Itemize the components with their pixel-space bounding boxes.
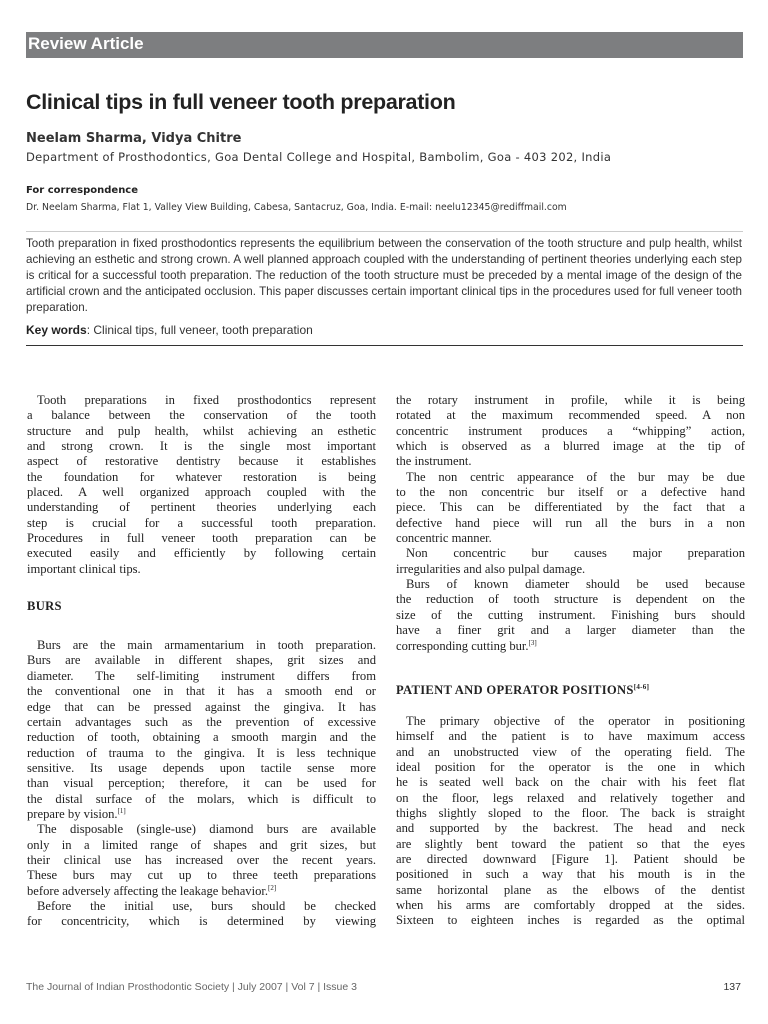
section-heading: [396, 682, 745, 698]
section-heading-text: PATIENT AND OPERATOR POSITIONS: [396, 682, 634, 697]
text-line: [396, 439, 745, 454]
line-text: step is crucial for a successful tooth preparation.: [27, 515, 376, 530]
text-line: [27, 485, 376, 500]
line-text: are directed downward [Figure 1]. Patient should be: [396, 851, 745, 866]
line-text: ideal position for the operator is the one in which: [396, 759, 745, 774]
text-line: [27, 899, 376, 914]
text-line: [396, 639, 745, 654]
line-text: the instrument.: [396, 454, 472, 469]
body-column-left: [27, 393, 376, 930]
keywords-list: : Clinical tips, full veneer, tooth preparation: [86, 323, 313, 337]
line-text: have a finer grit and a larger diameter than the: [396, 623, 745, 638]
text-line: [27, 653, 376, 668]
text-line: [396, 760, 745, 775]
paragraph: [396, 470, 745, 547]
section-banner: [26, 32, 743, 58]
journal-footer: The Journal of Indian Prosthodontic Society | July 2007 | Vol 7 | Issue 3: [26, 981, 357, 993]
line-text: Burs are the main armamentarium in tooth preparation.: [37, 638, 376, 653]
line-text: are slightly bent toward the patient so that the eyes: [396, 836, 745, 851]
text-line: [27, 669, 376, 684]
line-text: prepare by vision.: [27, 806, 118, 821]
line-text: than visual perception; therefore, it can be used for: [27, 776, 376, 791]
paragraph: [27, 899, 376, 930]
text-line: [27, 546, 376, 561]
text-line: [396, 562, 745, 577]
citation-reference: [3]: [528, 638, 537, 647]
line-text: and strong crown. It is the single most important: [27, 439, 376, 454]
line-text: Tooth preparations in fixed prosthodontics represent: [37, 393, 376, 407]
paragraph: [396, 393, 745, 470]
line-text: the distal surface of the molars, which is difficult to: [27, 791, 376, 806]
text-line: [396, 745, 745, 760]
text-line: [27, 516, 376, 531]
text-line: [27, 715, 376, 730]
text-line: [396, 470, 745, 485]
text-line: [27, 761, 376, 776]
line-text: Non concentric bur causes major preparation: [406, 546, 745, 561]
text-line: [27, 638, 376, 653]
text-line: [396, 913, 745, 928]
text-line: [396, 898, 745, 913]
line-text: and an unobstructed view of the operating field. The: [396, 744, 745, 759]
line-text: piece. This can be differentiated by the fact that a: [396, 500, 745, 515]
text-line: [396, 500, 745, 515]
line-text: for concentricity, which is determined by viewing: [27, 914, 376, 929]
text-line: [396, 775, 745, 790]
text-line: [396, 821, 745, 836]
text-line: [27, 807, 376, 822]
line-text: before adversely affecting the leakage behavior.: [27, 883, 269, 898]
page-number: 137: [723, 981, 741, 993]
line-text: The disposable (single-use) diamond burs are available: [37, 822, 376, 837]
text-line: [396, 592, 745, 607]
line-text: the rotary instrument in profile, while it is being: [396, 393, 745, 407]
line-text: reduction of trauma to the gingiva. It is less technique: [27, 745, 376, 760]
line-text: The primary objective of the operator in positioning: [406, 713, 745, 728]
text-line: [396, 516, 745, 531]
text-line: [27, 424, 376, 439]
text-line: [396, 623, 745, 638]
text-line: [396, 577, 745, 592]
line-text: important clinical tips.: [27, 561, 141, 576]
text-line: [27, 684, 376, 699]
text-line: [396, 608, 745, 623]
abstract-bottom-rule: [26, 345, 743, 346]
text-line: [27, 853, 376, 868]
text-line: [27, 914, 376, 929]
text-line: [396, 806, 745, 821]
line-text: the conventional one in that it has a smooth end or: [27, 684, 376, 699]
authors: Neelam Sharma, Vidya Chitre: [26, 131, 242, 146]
line-text: to the non concentric bur itself or a defective hand: [396, 485, 745, 500]
line-text: positioned in such a way that his mouth is in the: [396, 867, 745, 882]
text-line: [396, 729, 745, 744]
line-text: These burs may cut up to three teeth preparations: [27, 868, 376, 883]
line-text: the foundation for whatever restoration is being: [27, 469, 376, 484]
correspondence-details: Dr. Neelam Sharma, Flat 1, Valley View Building, Cabesa, Santacruz, Goa, India. E-mail: neelu12345@rediffmail.com: [26, 202, 567, 213]
section-label: Review Article: [28, 34, 144, 53]
line-text: when his arms are comfortably dropped at the sides.: [396, 897, 745, 912]
line-text: thighs slightly sloped to the floor. The back is straight: [396, 805, 745, 820]
text-line: [396, 791, 745, 806]
affiliation: Department of Prosthodontics, Goa Dental College and Hospital, Bambolim, Goa - 403 202, India: [26, 150, 612, 164]
line-text: executed easily and efficiently by following certain: [27, 546, 376, 561]
text-line: [27, 822, 376, 837]
text-line: [27, 700, 376, 715]
line-text: their clinical use has increased over the recent years.: [27, 852, 376, 867]
text-line: [396, 852, 745, 867]
text-line: [27, 531, 376, 546]
text-line: [396, 408, 745, 423]
line-text: corresponding cutting bur.: [396, 638, 529, 653]
text-line: [27, 868, 376, 883]
text-line: [27, 792, 376, 807]
line-text: a balance between the conservation of the tooth: [27, 408, 376, 423]
line-text: size of the cutting instrument. Finishing burs should: [396, 607, 745, 622]
text-line: [27, 884, 376, 899]
line-text: himself and the patient is to have maximum access: [396, 729, 745, 744]
line-text: on the floor, legs relaxed and relatively together and: [396, 790, 745, 805]
paragraph: [396, 714, 745, 929]
text-line: [27, 562, 376, 577]
line-text: certain advantages such as the prevention of excessive: [27, 714, 376, 729]
paragraph: [27, 393, 376, 577]
line-text: Before the initial use, burs should be checked: [37, 898, 376, 913]
line-text: edge that can be pressed against the gingiva. It has: [27, 699, 376, 714]
keywords: [26, 323, 313, 337]
paragraph: [27, 822, 376, 899]
text-line: [396, 883, 745, 898]
line-text: Burs of known diameter should be used because: [406, 577, 745, 592]
text-line: [396, 531, 745, 546]
line-text: reduction of tooth, obtaining a smooth margin and the: [27, 730, 376, 745]
text-line: [27, 454, 376, 469]
line-text: understanding of pertinent theories underlying each: [27, 500, 376, 515]
line-text: Sixteen to eighteen inches is regarded as the optimal: [396, 913, 745, 928]
text-line: [396, 546, 745, 561]
citation-reference: [1]: [117, 806, 126, 815]
text-line: [396, 424, 745, 439]
text-line: [27, 408, 376, 423]
text-line: [27, 470, 376, 485]
text-line: [396, 714, 745, 729]
line-text: Burs are available in different shapes, grit sizes and: [27, 653, 376, 668]
correspondence-heading: For correspondence: [26, 185, 139, 196]
line-text: concentric manner.: [396, 531, 492, 546]
text-line: [396, 485, 745, 500]
abstract-top-rule: [26, 231, 743, 232]
text-line: [27, 746, 376, 761]
line-text: structure and pulp health, whilst achieving an esthetic: [27, 423, 376, 438]
line-text: he is seated well back on the chair with his feet flat: [396, 775, 745, 790]
line-text: The non centric appearance of the bur may be due: [406, 469, 745, 484]
paragraph: [396, 577, 745, 654]
text-line: [27, 439, 376, 454]
paragraph: [396, 546, 745, 577]
line-text: aspect of restorative dentistry because it establishes: [27, 454, 376, 469]
line-text: irregularities and also pulpal damage.: [396, 561, 586, 576]
text-line: [27, 500, 376, 515]
body-column-right: [396, 393, 745, 929]
text-line: [396, 393, 745, 408]
text-line: [27, 393, 376, 408]
section-heading: [27, 598, 376, 614]
line-text: and supported by the backrest. The head and neck: [396, 821, 745, 836]
line-text: defective hand piece will run all the burs in a non: [396, 515, 745, 530]
text-line: [396, 867, 745, 882]
citation-reference: [2]: [268, 883, 277, 892]
text-line: [396, 837, 745, 852]
section-heading-text: BURS: [27, 599, 62, 614]
text-line: [27, 838, 376, 853]
paragraph: [27, 638, 376, 822]
line-text: the reduction of tooth structure is dependent on the: [396, 592, 745, 607]
keywords-label: Key words: [26, 323, 87, 337]
line-text: placed. A well organized approach coupled with the: [27, 485, 376, 500]
line-text: same horizontal plane as the elbows of the dentist: [396, 882, 745, 897]
text-line: [27, 776, 376, 791]
line-text: sensitive. Its usage depends upon tactile sense more: [27, 760, 376, 775]
article-title: Clinical tips in full veneer tooth preparation: [26, 90, 456, 114]
text-line: [396, 454, 745, 469]
line-text: rotated at the maximum recommended speed. A non: [396, 408, 745, 423]
line-text: only in a limited range of shapes and grit sizes, but: [27, 837, 376, 852]
line-text: concentric instrument produces a “whipping” action,: [396, 423, 745, 438]
abstract: Tooth preparation in fixed prosthodontics represents the equilibrium between the conservation of the tooth structure and pulp health, whilst achieving an esthetic and strong crown. A well planned approach coupled with the understanding of pertinent theories underlying each step is critical for a successful tooth preparation. The reduction of the tooth structure must be preceded by a mental image of the design of the artificial crown and the anticipated occlusion. This paper discusses certain important clinical tips in the procedures used for full veneer tooth preparation.: [26, 237, 742, 314]
line-text: which is observed as a blurred image at the tip of: [396, 439, 745, 454]
text-line: [27, 730, 376, 745]
citation-reference: [4-6]: [633, 682, 650, 691]
line-text: Procedures in full veneer tooth preparation can be: [27, 531, 376, 546]
line-text: diameter. The self-limiting instrument differs from: [27, 668, 376, 683]
